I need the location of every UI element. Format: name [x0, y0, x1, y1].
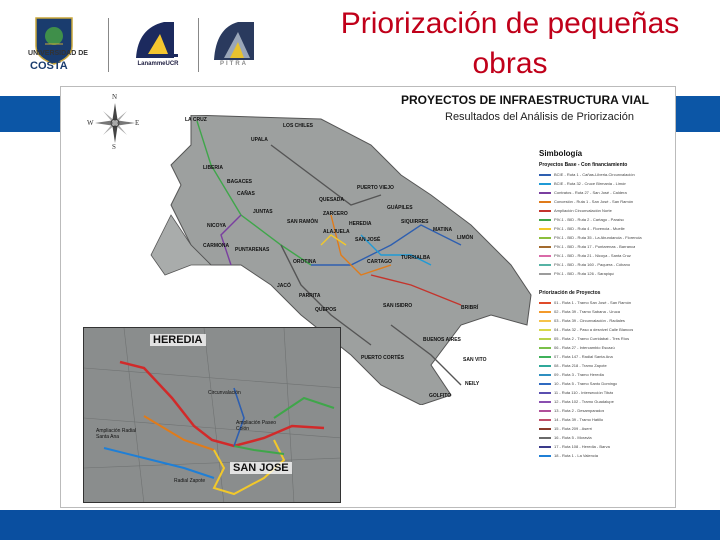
map-subtitle: Resultados del Análisis de Priorización	[445, 111, 634, 123]
place-label: SAN RAMÓN	[287, 219, 318, 225]
legend-swatch	[539, 419, 551, 421]
legend-item	[539, 215, 673, 224]
legend-group-priorizacion	[539, 298, 673, 460]
legend-label: 01 - Ruta 1 - Tramo San José - San Ramón	[554, 300, 632, 305]
legend-swatch	[539, 302, 551, 304]
left-accent-strip	[0, 96, 60, 132]
legend-item	[539, 242, 673, 251]
legend-item	[539, 170, 673, 179]
legend-item	[539, 433, 673, 442]
legend-swatch	[539, 237, 551, 239]
legend-item	[539, 343, 673, 352]
legend-swatch	[539, 273, 551, 275]
legend-swatch	[539, 219, 551, 221]
legend-item	[539, 415, 673, 424]
legend-label: PIV-1 - BID - Ruta 126 - Sarapiquí	[554, 271, 615, 276]
legend-section-heading: Priorización de Proyectos	[539, 290, 601, 296]
place-label: LA CRUZ	[185, 117, 207, 123]
slide-title: Priorización de pequeñas obras	[340, 7, 680, 80]
pitra-name: PITRA	[220, 61, 248, 67]
place-label: JACÓ	[277, 283, 291, 289]
inset-annotation: Ampliación Paseo Colón	[236, 420, 277, 432]
legend-item	[539, 206, 673, 215]
legend-swatch	[539, 356, 551, 358]
legend-swatch	[539, 246, 551, 248]
legend-item	[539, 260, 673, 269]
right-accent-strip	[676, 96, 720, 132]
legend-swatch	[539, 401, 551, 403]
legend-item	[539, 197, 673, 206]
legend-label: PIV-1 - BID - Ruta 21 - Nicoya - Santa Cruz	[554, 253, 631, 258]
map-legend	[539, 149, 673, 460]
inset-label-heredia: HEREDIA	[150, 334, 206, 346]
place-label: PUERTO VIEJO	[357, 185, 394, 191]
legend-label: 12 - Ruta 102 - Tramo Guadalupe	[554, 399, 614, 404]
legend-item	[539, 334, 673, 343]
legend-item	[539, 298, 673, 307]
place-label: SIQUIRRES	[401, 219, 429, 225]
place-label: SAN JOSÉ	[355, 237, 381, 243]
legend-swatch	[539, 192, 551, 194]
legend-item	[539, 451, 673, 460]
legend-label: 15 - Ruta 209 - Aserrí	[554, 426, 593, 431]
place-label: MATINA	[433, 227, 453, 233]
legend-item	[539, 179, 673, 188]
legend-label: BCIE - Ruta 32 - Cruce Birmania - Limón	[554, 181, 627, 186]
compass-south: S	[112, 143, 116, 151]
legend-label: 11 - Ruta 110 - Intersección Tibás	[554, 390, 614, 395]
legend-item	[539, 188, 673, 197]
place-label: CARTAGO	[367, 259, 392, 265]
legend-swatch	[539, 428, 551, 430]
legend-label: 18 - Ruta 1 - La Valencia	[554, 453, 598, 458]
legend-swatch	[539, 183, 551, 185]
legend-label: 10 - Ruta 5 - Tramo Santo Domingo	[554, 381, 618, 386]
legend-label: BCIE - Ruta 1 - Cañas-Liberia-Circunvalación	[554, 172, 635, 177]
legend-item	[539, 370, 673, 379]
legend-group-base	[539, 170, 673, 278]
compass-east: E	[135, 119, 140, 127]
place-label: HEREDIA	[349, 221, 372, 227]
place-label: LOS CHILES	[283, 123, 314, 129]
legend-label: 16 - Ruta 5 - Moravia	[554, 435, 592, 440]
legend-swatch	[539, 392, 551, 394]
ucr-name: UNIVERSIDAD DE	[28, 50, 88, 57]
ucr-costa-text: COSTA	[30, 60, 68, 72]
place-label: CARMONA	[203, 243, 230, 249]
legend-label: PIV-1 - BID - Ruta 2 - Cartago - Paraíso	[554, 217, 625, 222]
legend-label: 03 - Ruta 39 - Circunvalación - Radiales	[554, 318, 625, 323]
inset-roads	[84, 328, 341, 503]
legend-item	[539, 352, 673, 361]
legend-swatch	[539, 174, 551, 176]
legend-label: PIV-1 - BID - Ruta 35 - La Abundancia - Florencia	[554, 235, 642, 240]
legend-item	[539, 442, 673, 451]
legend-item	[539, 325, 673, 334]
legend-title: Simbología	[539, 149, 583, 158]
legend-swatch	[539, 383, 551, 385]
legend-item	[539, 224, 673, 233]
inset-label-san-jose: SAN JOSE	[230, 462, 292, 474]
legend-item	[539, 269, 673, 278]
place-label: GOLFITO	[429, 393, 452, 399]
legend-label: 13 - Ruta 2 - Desamparados	[554, 408, 605, 413]
place-label: BUENOS AIRES	[423, 337, 461, 343]
legend-item	[539, 251, 673, 260]
legend-swatch	[539, 347, 551, 349]
legend-swatch	[539, 437, 551, 439]
inset-annotation: Radial Zapote	[174, 478, 206, 484]
place-label: PARRITA	[299, 293, 321, 299]
legend-swatch	[539, 210, 551, 212]
legend-label: Ampliación Circunvalación Norte	[554, 208, 612, 213]
place-label: ZARCERO	[323, 211, 348, 217]
legend-swatch	[539, 410, 551, 412]
place-label: NEILY	[465, 381, 480, 387]
legend-swatch	[539, 201, 551, 203]
place-label: ALAJUELA	[323, 229, 350, 235]
place-label: CAÑAS	[237, 191, 255, 197]
legend-swatch	[539, 455, 551, 457]
legend-item	[539, 316, 673, 325]
legend-label: 08 - Ruta 218 - Tramo Zapote	[554, 363, 607, 368]
legend-item	[539, 233, 673, 242]
place-label: QUESADA	[319, 197, 345, 203]
legend-swatch	[539, 338, 551, 340]
legend-item	[539, 424, 673, 433]
place-label: PUERTO CORTÉS	[361, 355, 404, 361]
logo-divider	[108, 18, 109, 72]
logo-divider	[198, 18, 199, 72]
legend-swatch	[539, 228, 551, 230]
place-label: TURRIALBA	[401, 255, 431, 261]
legend-item	[539, 388, 673, 397]
legend-label: Concesión - Ruta 1 - San José - San Ramón	[554, 199, 634, 204]
lanamme-name: LanammeUCR	[137, 61, 179, 67]
place-label: LIMÓN	[457, 235, 474, 241]
legend-swatch	[539, 329, 551, 331]
legend-swatch	[539, 311, 551, 313]
legend-label: 09 - Ruta 3 - Tramo Heredia	[554, 372, 604, 377]
legend-swatch	[539, 446, 551, 448]
legend-label: 14 - Ruta 39 - Tramo Hatillo	[554, 417, 604, 422]
legend-label: 04 - Ruta 32 - Paso a desnivel Calle Blancos	[554, 327, 634, 332]
legend-label: PIV-1 - BID - Ruta 4 - Florencia - Muelle	[554, 226, 625, 231]
place-label: LIBERIA	[203, 165, 223, 171]
legend-label: 07 - Ruta 147 - Radial Santa Ana	[554, 354, 613, 359]
place-label: BRIBRÍ	[461, 305, 479, 311]
legend-label: 05 - Ruta 2 - Tramo Curridabat - Tres Ríos	[554, 336, 630, 341]
inset-annotation: Circunvalación	[208, 390, 241, 396]
footer-bar	[0, 510, 720, 540]
legend-item	[539, 397, 673, 406]
legend-item	[539, 361, 673, 370]
place-label: BAGACES	[227, 179, 253, 185]
legend-label: 06 - Ruta 27 - Intercambio Escazú	[554, 345, 615, 350]
compass-west: W	[87, 119, 94, 127]
legend-swatch	[539, 374, 551, 376]
legend-item	[539, 307, 673, 316]
legend-label: Contratos - Ruta 27 - San José - Caldera	[554, 190, 627, 195]
inset-annotation: Ampliación Radial Santa Ana	[96, 428, 137, 440]
legend-label: PIV-1 - BID - Ruta 160 - Paquera - Cóbano	[554, 262, 631, 267]
inset-map-gam	[83, 327, 341, 503]
header-logos	[0, 0, 300, 92]
map-image	[60, 86, 676, 508]
place-label: SAN ISIDRO	[383, 303, 413, 309]
place-label: OROTINA	[293, 259, 317, 265]
place-label: JUNTAS	[253, 209, 273, 215]
place-label: PUNTARENAS	[235, 247, 270, 253]
compass-north: N	[112, 93, 118, 101]
legend-swatch	[539, 255, 551, 257]
legend-item	[539, 379, 673, 388]
legend-label: PIV-1 - BID - Ruta 17 - Puntarenas - Barranca	[554, 244, 636, 249]
legend-swatch	[539, 320, 551, 322]
legend-swatch	[539, 264, 551, 266]
legend-section-heading: Proyectos Base - Con financiamiento	[539, 162, 628, 168]
legend-item	[539, 406, 673, 415]
map-title: PROYECTOS DE INFRAESTRUCTURA VIAL	[401, 93, 650, 107]
legend-swatch	[539, 365, 551, 367]
place-label: NICOYA	[207, 223, 226, 229]
place-label: QUEPOS	[315, 307, 337, 313]
place-label: GUÁPILES	[387, 205, 413, 211]
place-label: SAN VITO	[463, 357, 487, 363]
place-label: UPALA	[251, 137, 268, 143]
legend-label: 17 - Ruta 108 - Heredia - Barva	[554, 444, 610, 449]
legend-label: 02 - Ruta 39 - Tramo Sabana - Uruca	[554, 309, 621, 314]
